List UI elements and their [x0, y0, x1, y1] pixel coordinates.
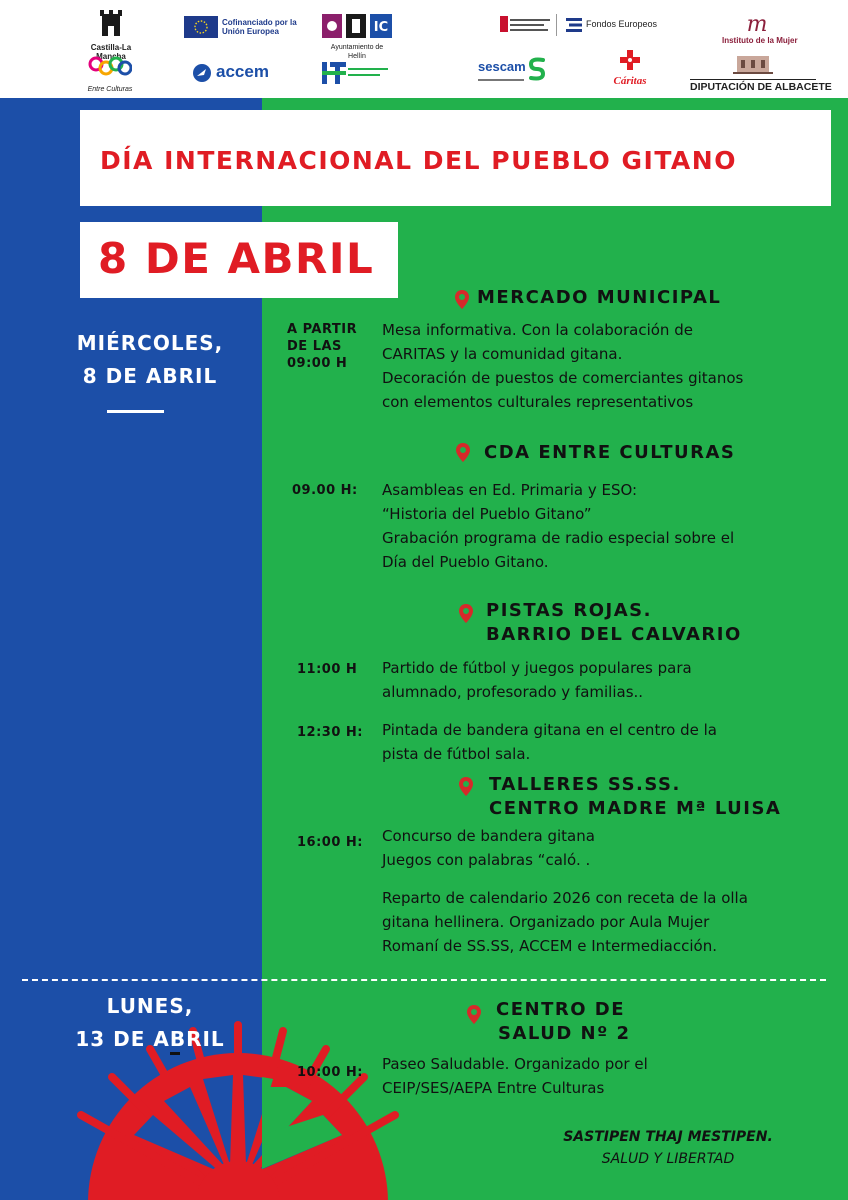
venue-line: TALLERES SS.SS. [489, 774, 681, 795]
time-mercado [287, 321, 357, 372]
motto-translation: SALUD Y LIBERTAD [601, 1151, 735, 1167]
desc-line: Paseo Saludable. Organizado por el [382, 1055, 648, 1073]
time-cda: 09.00 H: [292, 483, 358, 498]
desc-salud [382, 1052, 810, 1100]
accem-logo [192, 62, 272, 84]
caritas-label: Cáritas [613, 75, 647, 87]
desc-line: pista de fútbol sala. [382, 745, 531, 763]
desc-line: Reparto de calendario 2026 con receta de la olla [382, 889, 748, 907]
diputacion-building-icon [733, 52, 773, 74]
castilla-la-mancha-label: Castilla-La Mancha [90, 43, 132, 61]
caritas-logo [600, 50, 660, 90]
svg-text:IC: IC [373, 20, 389, 35]
venue-line: CENTRO DE [496, 999, 626, 1020]
location-pin-icon [459, 777, 473, 796]
eu-flag-icon [184, 16, 218, 38]
venue-talleres [489, 773, 781, 821]
venue-pistas-rojas [486, 599, 742, 647]
castle-icon [82, 6, 140, 38]
desc-talleres [382, 824, 810, 872]
desc-line: “Historia del Pueblo Gitano” [382, 505, 592, 523]
time-salud: 10:00 H: [297, 1065, 363, 1080]
fondos-europeos-label: Fondos Europeos [586, 19, 658, 29]
fondos-europeos-icon [566, 17, 582, 33]
desc-line: Concurso de bandera gitana [382, 827, 595, 845]
eu-label: Cofinanciado por la Unión Europea [222, 18, 297, 36]
title-box [80, 110, 831, 206]
desc-line: Romaní de SS.SS, ACCEM e Intermediacción. [382, 937, 717, 955]
day-name: MIÉRCOLES, [76, 331, 224, 355]
desc-line: Partido de fútbol y juegos populares para [382, 659, 692, 677]
logo-bar [0, 0, 848, 98]
sescam-logo [478, 56, 546, 86]
desc-line: Pintada de bandera gitana en el centro de la [382, 721, 717, 739]
instituto-mujer-label: Instituto de la Mujer [722, 36, 798, 45]
desc-mercado [382, 318, 810, 414]
sescam-label: sescam [478, 59, 526, 74]
venue-line: CENTRO MADRE Mª LUISA [489, 798, 782, 819]
motto-romani: SASTIPEN THAJ MESTIPEN. [563, 1129, 773, 1145]
page-title: DÍA INTERNACIONAL DEL PUEBLO GITANO [100, 146, 737, 175]
desc-line: CARITAS y la comunidad gitana. [382, 345, 623, 363]
desc-line: Mesa informativa. Con la colaboración de [382, 321, 693, 339]
desc-pistas-2 [382, 718, 810, 766]
sescam-s-icon [528, 56, 546, 82]
instituto-mujer-logo [722, 12, 798, 48]
instituto-mujer-icon: m [746, 12, 768, 37]
day-underline-mark [170, 1052, 180, 1055]
sescam-subtitle-icon [478, 77, 524, 83]
desc-line: Decoración de puestos de comerciantes gitanos [382, 369, 744, 387]
venue-line: BARRIO DEL CALVARIO [486, 624, 742, 645]
venue-cda-entre-culturas: CDA ENTRE CULTURAS [484, 442, 736, 463]
ayuntamiento-label: Ayuntamiento de Hellín [330, 44, 384, 60]
ayuntamiento-logo [322, 14, 392, 60]
day-label-wednesday [40, 327, 260, 393]
entre-culturas-icon [88, 54, 132, 80]
day-name: LUNES, [106, 994, 194, 1018]
diputacion-label: DIPUTACIÓN DE ALBACETE [690, 81, 832, 93]
venue-mercado-municipal: MERCADO MUNICIPAL [477, 287, 722, 308]
castilla-la-mancha-logo [82, 6, 140, 61]
accem-arrow-icon [192, 63, 212, 83]
event-date: 8 DE ABRIL [98, 234, 375, 283]
date-box [80, 222, 398, 298]
footer-motto [548, 1126, 788, 1170]
time-talleres: 16:00 H: [297, 835, 363, 850]
time-pistas-1: 11:00 H [297, 662, 358, 677]
ministerio-emblem-icon [500, 14, 560, 36]
desc-line: CEIP/SES/AEPA Entre Culturas [382, 1079, 605, 1097]
day-underline [107, 410, 164, 413]
day-label-monday [40, 990, 260, 1056]
desc-pistas-1 [382, 656, 810, 704]
desc-line: Asambleas en Ed. Primaria y ESO: [382, 481, 638, 499]
location-pin-icon [467, 1005, 481, 1024]
accem-label: accem [216, 62, 269, 81]
intermediacion-text-icon [348, 65, 392, 83]
eu-logo [184, 16, 304, 38]
desc-cda [382, 478, 810, 574]
desc-line: Juegos con palabras “caló. . [382, 851, 591, 869]
location-pin-icon [459, 604, 473, 623]
location-pin-icon [455, 290, 469, 309]
entre-culturas-label: Entre Culturas [87, 86, 133, 93]
desc-line: Día del Pueblo Gitano. [382, 553, 549, 571]
dashed-divider [22, 979, 826, 981]
desc-line: gitana hellinera. Organizado por Aula Mujer [382, 913, 710, 931]
desc-talleres-extra [382, 886, 810, 958]
venue-line: SALUD Nº 2 [498, 1023, 631, 1044]
diputacion-logo [690, 52, 832, 93]
location-pin-icon [456, 443, 470, 462]
fondos-europeos-logo [500, 14, 658, 36]
desc-line: alumnado, profesorado y familias.. [382, 683, 644, 701]
ayuntamiento-emblem-icon [322, 14, 392, 38]
day-date: 13 DE ABRIL [75, 1027, 225, 1051]
intermediacion-logo [322, 60, 392, 88]
intermediacion-icon [322, 60, 346, 86]
time-pistas-2: 12:30 H: [297, 725, 363, 740]
caritas-cross-icon [620, 50, 640, 70]
time-line: DE LAS [287, 339, 342, 354]
desc-line: Grabación programa de radio especial sobre el [382, 529, 735, 547]
venue-centro-salud [496, 998, 631, 1046]
day-date: 8 DE ABRIL [82, 364, 218, 388]
time-line: A PARTIR [287, 322, 358, 337]
desc-line: con elementos culturales representativos [382, 393, 694, 411]
venue-line: PISTAS ROJAS. [486, 600, 652, 621]
time-line: 09:00 H [287, 356, 348, 371]
entre-culturas-logo [84, 54, 136, 92]
